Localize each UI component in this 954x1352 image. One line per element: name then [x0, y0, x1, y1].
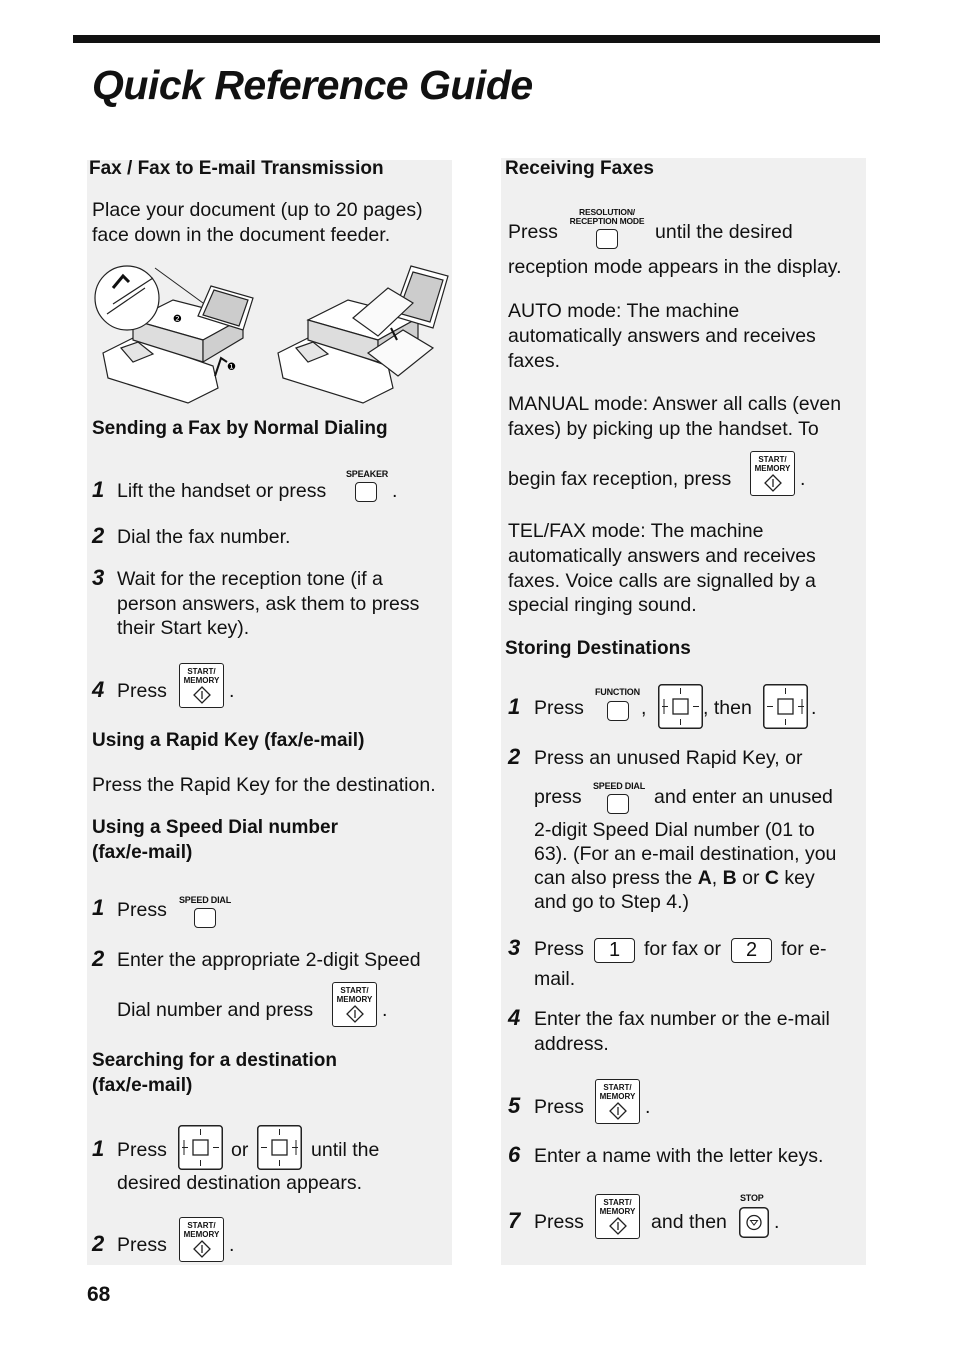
fax-intro-line-2: face down in the document feeder.: [92, 224, 391, 246]
manual-mode-text: MANUAL mode: Answer all calls (even: [508, 393, 842, 415]
step-text: Dial the fax number.: [117, 526, 291, 548]
step-text: Enter a name with the letter keys.: [534, 1145, 824, 1167]
step-marker-2: ❷: [173, 314, 182, 325]
fax-intro-line-1: Place your document (up to 20 pages): [92, 199, 423, 221]
step-text: Press an unused Rapid Key, or: [534, 747, 803, 769]
step-text: 63). (For an e-mail destination, you: [534, 843, 837, 865]
step-number: 6: [508, 1142, 521, 1167]
step-text: Press: [534, 697, 584, 719]
step-text: Wait for the reception tone (if a: [117, 568, 383, 590]
start-memory-key-icon: START/ MEMORY: [332, 982, 377, 1027]
speed-dial-key-label: SPEED DIAL: [179, 895, 232, 905]
step-text: reception mode appears in the display.: [508, 256, 842, 278]
step-text: and then: [651, 1211, 727, 1233]
speed-dial-heading-line-1: Using a Speed Dial number: [92, 817, 338, 838]
resolution-reception-mode-key-icon: [596, 229, 618, 249]
resolution-key-label: RESOLUTION/ RECEPTION MODE: [569, 207, 645, 226]
step-text: Press: [534, 1096, 584, 1118]
auto-mode-text: automatically answers and receives: [508, 325, 816, 347]
start-memory-key-icon: START/ MEMORY: [750, 451, 795, 496]
punctuation: ,: [641, 697, 647, 719]
auto-mode-text: AUTO mode: The machine: [508, 300, 740, 322]
page-title: Quick Reference Guide: [92, 62, 533, 108]
step-text: Lift the handset or press: [117, 480, 327, 502]
step-number: 1: [92, 477, 105, 502]
function-key-icon: [607, 701, 629, 721]
step-text: Press: [117, 1139, 167, 1161]
step-text: 2-digit Speed Dial number (01 to: [534, 819, 815, 841]
receiving-faxes-heading: Receiving Faxes: [505, 158, 654, 179]
step-text: mail.: [534, 968, 576, 990]
step-number: 7: [508, 1208, 521, 1233]
step-text: and go to Step 4.): [534, 891, 690, 913]
step-text: Press: [534, 938, 584, 960]
rapid-key-text: Press the Rapid Key for the destination.: [92, 774, 436, 796]
manual-mode-text: faxes) by picking up the handset. To: [508, 418, 819, 440]
step-number: 2: [92, 523, 105, 548]
step-text: press: [534, 786, 582, 808]
step-text: and enter an unused: [654, 786, 833, 808]
auto-mode-text: faxes.: [508, 350, 561, 372]
step-number: 3: [508, 935, 521, 960]
speaker-key-icon: [355, 482, 377, 502]
step-number: 1: [92, 895, 105, 920]
step-number: 3: [92, 565, 105, 590]
step-text: Press: [508, 221, 558, 243]
step-text: person answers, ask them to press: [117, 593, 420, 615]
speed-dial-key-icon: [194, 908, 216, 928]
punctuation: .: [382, 999, 388, 1021]
stop-key-label: STOP: [740, 1193, 764, 1203]
arrow-right-key-icon: [763, 684, 808, 729]
step-text: or: [231, 1139, 249, 1161]
punctuation: .: [811, 697, 817, 719]
arrow-right-key-icon: [257, 1125, 302, 1170]
storing-destinations-heading: Storing Destinations: [505, 638, 691, 659]
step-marker-1: ❶: [227, 362, 236, 373]
manual-mode-text: begin fax reception, press: [508, 468, 732, 490]
punctuation: .: [229, 680, 235, 702]
step-text: for e-: [781, 938, 827, 960]
punctuation: .: [392, 480, 398, 502]
search-heading-line-1: Searching for a destination: [92, 1050, 337, 1071]
step-number: 2: [92, 1231, 105, 1256]
page-number: 68: [87, 1283, 111, 1306]
step-text: until the desired: [655, 221, 793, 243]
digit-2-key-icon: 2: [731, 938, 772, 963]
punctuation: .: [229, 1234, 235, 1256]
arrow-left-key-icon: [178, 1125, 223, 1170]
step-number: 4: [508, 1005, 521, 1030]
step-number: 2: [92, 946, 105, 971]
start-memory-key-icon: START/ MEMORY: [179, 663, 224, 708]
step-text: Press: [117, 899, 167, 921]
telfax-mode-text: special ringing sound.: [508, 594, 697, 616]
speed-dial-key-label: SPEED DIAL: [593, 781, 646, 791]
step-text: Press: [117, 680, 167, 702]
step-text: for fax or: [644, 938, 721, 960]
step-text: desired destination appears.: [117, 1172, 362, 1194]
top-rule: [73, 35, 880, 43]
step-number: 2: [508, 744, 521, 769]
punctuation: .: [774, 1211, 780, 1233]
function-key-label: FUNCTION: [595, 687, 640, 697]
step-text: Press: [117, 1234, 167, 1256]
step-number: 4: [92, 677, 105, 702]
fax-transmission-heading: Fax / Fax to E-mail Transmission: [89, 158, 384, 179]
step-text: address.: [534, 1033, 609, 1055]
normal-dialing-heading: Sending a Fax by Normal Dialing: [92, 418, 388, 439]
punctuation: .: [645, 1096, 651, 1118]
step-number: 1: [92, 1136, 105, 1161]
step-text: their Start key).: [117, 617, 250, 639]
start-memory-key-icon: START/ MEMORY: [595, 1079, 640, 1124]
telfax-mode-text: automatically answers and receives: [508, 545, 816, 567]
digit-1-key-icon: 1: [594, 938, 635, 963]
step-text: , then: [703, 697, 752, 719]
step-text: can also press the A, B or C key: [534, 867, 815, 889]
start-memory-key-icon: START/ MEMORY: [595, 1194, 640, 1239]
speed-dial-key-icon: [607, 794, 629, 814]
speed-dial-heading-line-2: (fax/e-mail): [92, 842, 193, 863]
fax-loading-illustration: [93, 258, 453, 408]
step-number: 1: [508, 694, 521, 719]
step-text: Enter the appropriate 2-digit Speed: [117, 949, 421, 971]
arrow-left-key-icon: [658, 684, 703, 729]
punctuation: .: [800, 468, 806, 490]
start-memory-key-icon: START/ MEMORY: [179, 1217, 224, 1262]
step-text: Dial number and press: [117, 999, 314, 1021]
rapid-key-heading: Using a Rapid Key (fax/e-mail): [92, 730, 365, 751]
speaker-key-label: SPEAKER: [346, 469, 389, 479]
stop-key-icon: [739, 1207, 769, 1238]
search-heading-line-2: (fax/e-mail): [92, 1075, 193, 1096]
step-text: Enter the fax number or the e-mail: [534, 1008, 830, 1030]
telfax-mode-text: TEL/FAX mode: The machine: [508, 520, 764, 542]
step-text: until the: [311, 1139, 380, 1161]
step-text: Press: [534, 1211, 584, 1233]
step-number: 5: [508, 1093, 521, 1118]
telfax-mode-text: faxes. Voice calls are signalled by a: [508, 570, 816, 592]
